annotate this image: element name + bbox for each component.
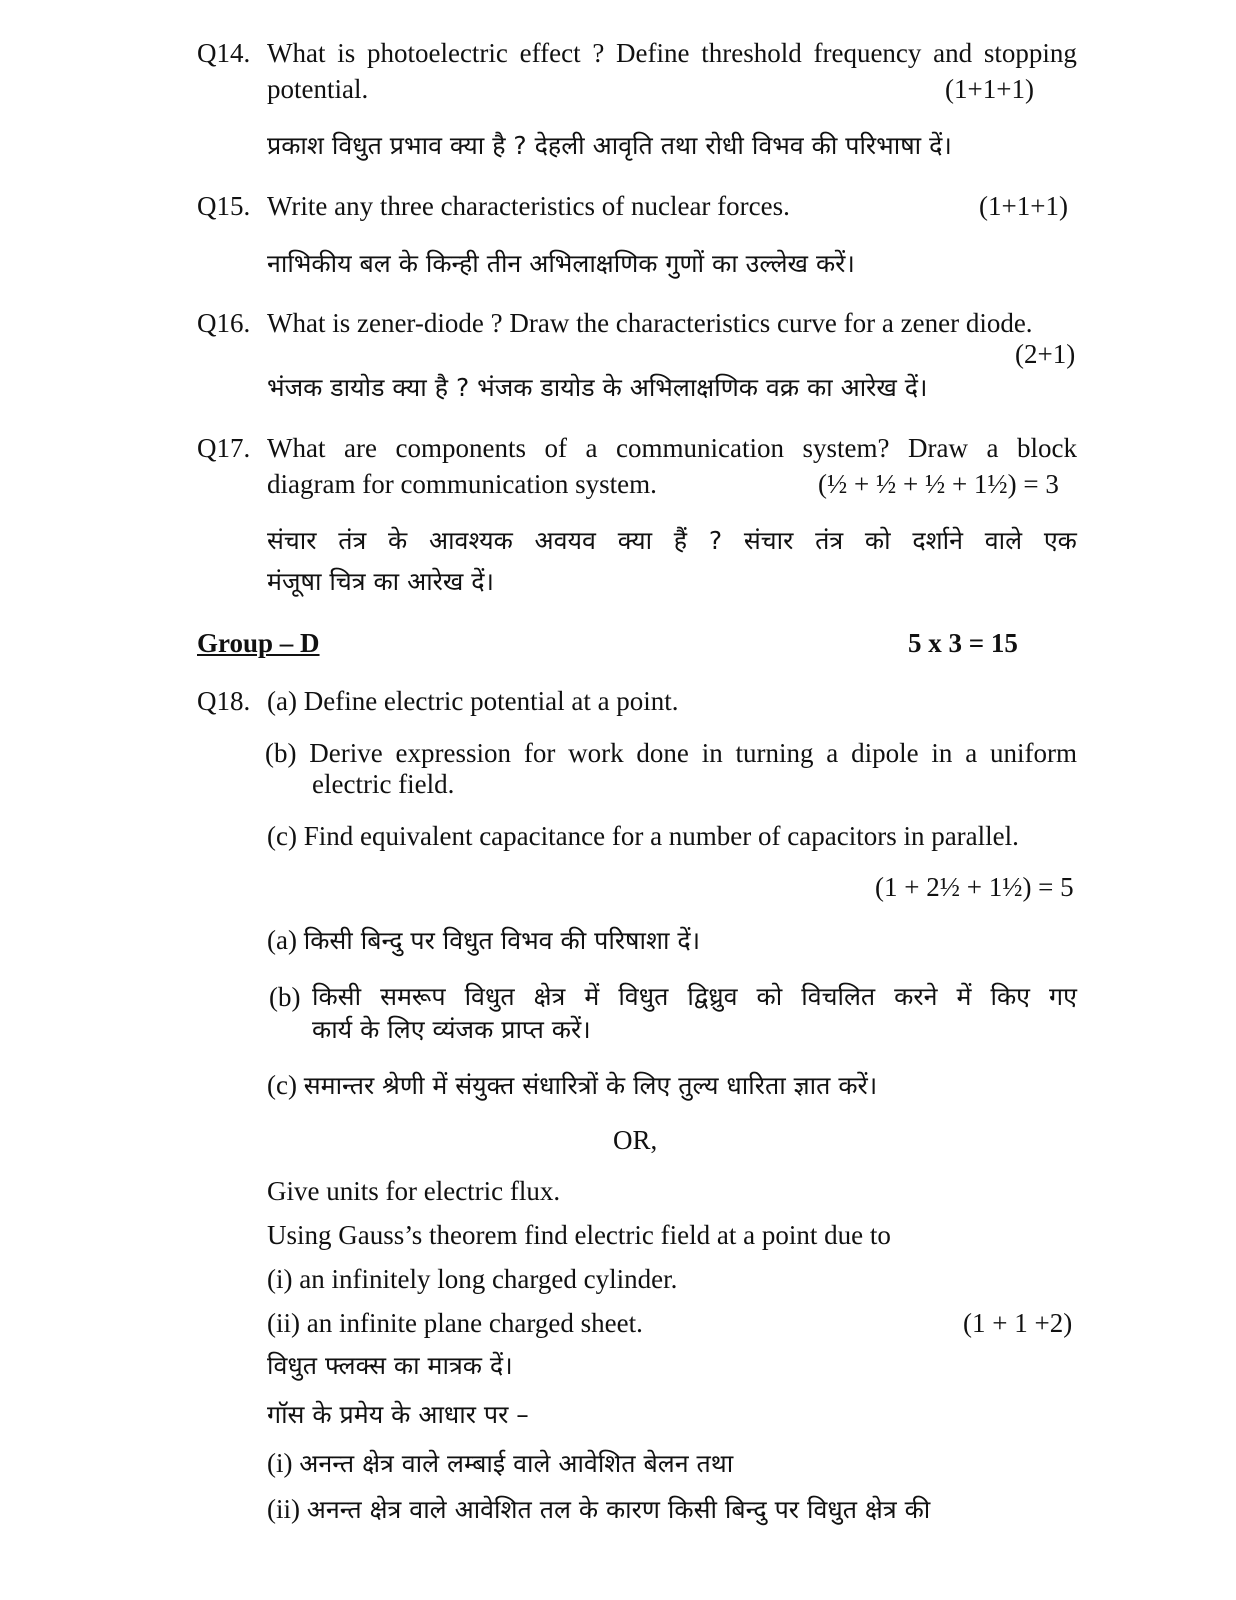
question-number: Q15. [197,191,251,221]
word: Define [616,38,690,68]
word: दर्शाने [912,526,963,555]
item-text: किसी बिन्दु पर विधुत विभव की परिषाशा दें। [303,926,701,955]
q17-hindi-line1 [267,523,1077,559]
word: and [933,38,973,68]
word: What [267,433,326,463]
word: are [344,433,377,463]
q18-marks: (1 + 2½ + 1½) = 5 [875,872,1074,902]
word: components [395,433,526,463]
word: block [1017,433,1077,463]
word: में [956,982,972,1011]
word: system? [802,433,890,463]
q18-hindi-b-label: (b) [269,982,301,1012]
q16-marks: (2+1) [1015,339,1076,369]
question-number: Q16. [197,308,251,338]
word: stopping [983,38,1077,68]
word: किसी [312,982,362,1011]
question-number: Q18. [197,686,251,716]
word: एक [1043,526,1077,555]
word: for [523,738,556,768]
q17-marks: (½ + ½ + ½ + 1½) = 3 [818,469,1059,499]
q18-hindi-b-line1 [312,979,1077,1015]
word: तंत्र [815,526,844,555]
item-label: (a) [267,925,297,955]
item-label: (c) [267,1070,297,1100]
q15-hindi: नाभिकीय बल के किन्ही तीन अभिलाक्षणिक गुणों का उल्लेख करें। [267,249,855,278]
q14-hindi: प्रकाश विधुत प्रभाव क्या है ? देहली आवृति तथा रोधी विभव की परिभाषा दें। [267,131,952,160]
word: Derive [309,738,383,768]
word: communication [616,433,784,463]
q18-alt-hindi-line3 [267,1445,733,1482]
word: आवश्यक [429,526,513,555]
word: संचार [267,526,317,555]
word: वाले [984,526,1023,555]
word: ? [708,526,723,555]
word: हैं [673,526,688,555]
word: Draw [908,433,968,463]
word: के [388,526,408,555]
q18-a: (a) Define electric potential at a point. [267,686,679,716]
q18-alt-line4: (ii) an infinite plane charged sheet. [267,1308,643,1338]
q14-line1 [267,35,1077,71]
word: विधुत [464,982,515,1011]
item-label: (i) [267,1448,293,1478]
q17-line1 [267,430,1077,466]
word: is [337,38,356,68]
item-text: अनन्त क्षेत्र वाले लम्बाई वाले आवेशित बेलन तथा [299,1449,734,1478]
word: frequency [813,38,922,68]
q18-alt-line3: (i) an infinitely long charged cylinder. [267,1264,678,1294]
q18-hindi-a [267,922,700,959]
word: ? [592,38,605,68]
word: threshold [701,38,802,68]
word: संचार [743,526,794,555]
word: photoelectric [366,38,508,68]
word: को [756,982,783,1011]
word: in [931,738,953,768]
q18-b-line2: electric field. [312,769,455,799]
word: क्षेत्र [533,982,566,1011]
word: a [585,433,598,463]
q18-alt-line1: Give units for electric flux. [267,1176,561,1206]
word: a [826,738,839,768]
q18-hindi-c [267,1067,877,1104]
word: expression [395,738,512,768]
word: turning [735,738,814,768]
q16-hindi: भंजक डायोड क्या है ? भंजक डायोड के अभिलाक्षणिक वक्र का आरेख दें। [267,373,928,402]
word: done [636,738,689,768]
question-number: Q14. [197,38,251,68]
q18-hindi-b-line2: कार्य के लिए व्यंजक प्राप्त करें। [312,1015,591,1044]
item-text: समान्तर श्रेणी में संयुक्त संधारित्रों के लिए तुल्य धारिता ज्ञात करें। [303,1071,878,1100]
word: अवयव [534,526,596,555]
word: a [965,738,978,768]
word: of [544,433,567,463]
word: में [584,982,600,1011]
q15-marks: (1+1+1) [979,191,1068,221]
word: गए [1049,982,1077,1011]
word: uniform [989,738,1077,768]
word: तंत्र [338,526,367,555]
q18-alt-hindi-line2: गॉस के प्रमेय के आधार पर – [267,1400,529,1429]
q15-text: Write any three characteristics of nuclear forces. [267,191,790,221]
word: work [568,738,624,768]
q17-hindi-line2: मंजूषा चित्र का आरेख दें। [267,567,495,596]
q18-alt-hindi-line1: विधुत फ्लक्स का मात्रक दें। [267,1351,513,1380]
word: विधुत [618,982,669,1011]
question-number: Q17. [197,433,251,463]
word: द्विध्रुव [687,982,738,1011]
word: a [986,433,999,463]
q14-marks: (1+1+1) [945,74,1034,104]
or-separator: OR, [613,1125,658,1155]
q17-line2: diagram for communication system. [267,469,657,499]
word: What [267,38,326,68]
section-marks: 5 x 3 = 15 [908,628,1018,658]
item-label: (ii) [267,1494,300,1524]
item-text: अनन्त क्षेत्र वाले आवेशित तल के कारण किसी बिन्दु पर विधुत क्षेत्र की [306,1495,931,1524]
q18-alt-line2: Using Gauss’s theorem find electric field at a point due to [267,1220,891,1250]
word: करने [894,982,938,1011]
section-heading: Group – D [197,628,320,658]
q18-alt-hindi-line4 [267,1491,930,1528]
word: विचलित [801,982,876,1011]
word: समरूप [380,982,446,1011]
word: effect [519,38,581,68]
word: in [701,738,723,768]
word: किए [990,982,1030,1011]
q16-text: What is zener-diode ? Draw the characteristics curve for a zener diode. [267,308,1033,338]
word: क्या [617,526,653,555]
word: (b) [265,738,297,768]
word: को [864,526,891,555]
q14-line2: potential. [267,74,369,104]
q18-c: (c) Find equivalent capacitance for a number of capacitors in parallel. [267,821,1019,851]
q18-alt-marks: (1 + 1 +2) [963,1308,1073,1338]
word: dipole [851,738,919,768]
